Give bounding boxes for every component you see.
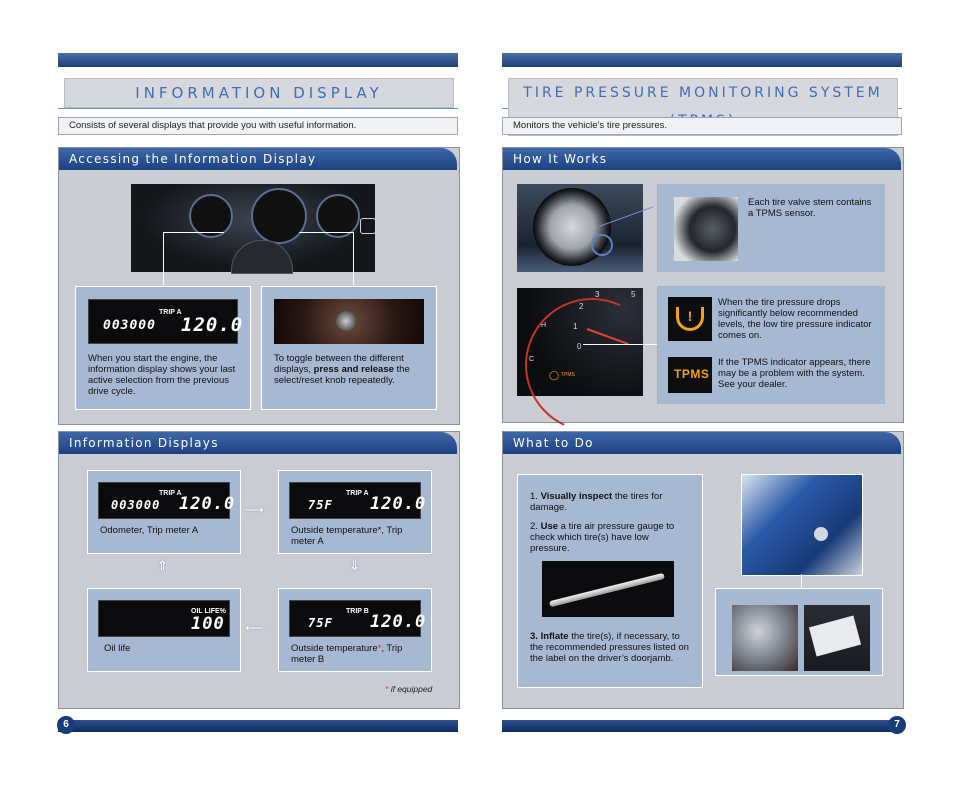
- engine-start-text: When you start the engine, the information display shows your last active selection from the previous drive cycle.: [88, 353, 236, 397]
- label-photos-card: [715, 588, 883, 676]
- valve-text: Each tire valve stem contains a TPMS sensor.: [748, 197, 872, 219]
- display-caption: Odometer, Trip meter A: [100, 525, 199, 536]
- display-lcd-odometer: [98, 482, 236, 519]
- toggle-text: [274, 353, 430, 386]
- arrow-right-icon: ⟶: [245, 502, 264, 517]
- toggle-card: [261, 286, 437, 410]
- valve-highlight: [591, 234, 613, 256]
- display-right-value: 120.0: [179, 494, 236, 514]
- engine-start-card: [75, 286, 251, 410]
- gauge-mark: H: [541, 322, 547, 329]
- step-num: 1.: [530, 491, 538, 502]
- steering-wheel-hub: [231, 240, 293, 274]
- step-bold: Use: [540, 521, 559, 532]
- step-num: 3.: [530, 631, 538, 642]
- connector-line-left: [163, 232, 224, 286]
- step-bold: Inflate: [540, 631, 569, 642]
- step-1: [530, 491, 690, 513]
- step-2: [530, 521, 690, 554]
- display-right-value: 120.0: [370, 612, 427, 632]
- display-right-value: 120.0: [370, 494, 427, 514]
- step-num: 2.: [530, 521, 538, 532]
- arrow-left-icon: ⟵: [245, 620, 264, 635]
- gauge-arc: [506, 279, 678, 451]
- tire-label-sticker: [809, 616, 861, 657]
- tpms-text: If the TPMS indicator appears, there may be a problem with the system. See your dealer.: [718, 357, 871, 390]
- valve-photo: [674, 197, 738, 261]
- display-card-oil-life: [87, 588, 241, 672]
- gauge-mark: 0: [577, 342, 582, 351]
- connector-line-right: [299, 232, 354, 286]
- step-rest: the tires for damage.: [530, 491, 663, 513]
- indicator-card: [657, 286, 885, 404]
- low-pressure-icon-box: [668, 297, 712, 341]
- left-top-bar: [58, 53, 458, 67]
- arrow-down-icon: ⇓: [349, 558, 360, 573]
- how-heading: How It Works: [503, 148, 901, 170]
- display-tag: OIL LIFE%: [191, 608, 226, 615]
- accessing-heading: Accessing the Information Display: [59, 148, 457, 170]
- left-page-title: INFORMATION DISPLAY: [64, 78, 454, 108]
- display-left-value: 75F: [308, 498, 333, 512]
- right-page-number: 7: [888, 716, 906, 734]
- left-subtitle: Consists of several displays that provide you with useful information.: [58, 117, 458, 135]
- low-pressure-text: When the tire pressure drops significantly below recommended levels, the low tire pressure indicator comes on.: [718, 297, 872, 341]
- display-caption: Oil life: [104, 643, 131, 654]
- trip-a-tag: TRIP A: [159, 309, 182, 316]
- display-lcd-temp-trip-a: [289, 482, 427, 519]
- display-caption: Outside temperature*, Trip meter A: [291, 525, 403, 547]
- displays-heading: Information Displays: [59, 432, 457, 454]
- gauge-mark: 5: [631, 290, 636, 299]
- arrow-up-icon: ⇑: [157, 558, 168, 573]
- display-left-value: 003000: [111, 498, 161, 512]
- gauge-photo: [517, 288, 643, 396]
- knob-icon: [336, 311, 356, 331]
- step-3: [530, 631, 694, 664]
- pressure-gauge-tool: [549, 573, 665, 607]
- low-pressure-icon: !: [676, 307, 704, 331]
- footnote: [385, 684, 432, 694]
- gauge-connector-line: [583, 344, 663, 345]
- display-tag: TRIP A: [159, 490, 182, 497]
- pressure-gauge-photo: [542, 561, 674, 617]
- how-it-works-panel: [502, 147, 904, 423]
- caption-pre: Outside temperature: [291, 643, 378, 654]
- wheel-photo: [517, 184, 643, 272]
- right-footer-bar: [502, 720, 902, 732]
- tire-inflate-photo: [732, 605, 798, 671]
- display-lcd-oil-life: [98, 600, 230, 637]
- tpms-badge: TPMS: [674, 367, 710, 381]
- gauge-tpms-icon: ◯: [549, 370, 560, 380]
- toggle-text-pre: To toggle between the different displays,: [274, 353, 404, 375]
- odometer-value: 003000: [103, 318, 156, 333]
- left-footer-bar: [58, 720, 458, 732]
- odometer-display: [88, 299, 244, 344]
- display-caption: [291, 643, 421, 665]
- display-card-odometer: [87, 470, 241, 554]
- what-to-do-panel: [502, 431, 904, 709]
- toggle-text-bold: press and release: [313, 364, 394, 375]
- display-lcd-temp-trip-b: [289, 600, 427, 637]
- tpms-badge-box: [668, 357, 712, 393]
- accessing-panel: [58, 147, 460, 425]
- gauge-tpms-label: TPMS: [561, 372, 575, 378]
- step-rest: the tire(s), if necessary, to the recommended pressures listed on the label on the driver’s doorjamb.: [530, 631, 689, 664]
- displays-panel: [58, 431, 460, 709]
- valve-card: [657, 184, 885, 272]
- gauge-mark: 1: [573, 322, 578, 331]
- right-top-bar: [502, 53, 902, 67]
- door-label-highlight: [814, 527, 828, 541]
- toggle-text-post: the select/reset knob repeatedly.: [274, 364, 410, 386]
- footnote-text: if equipped: [390, 684, 433, 694]
- display-left-value: 75F: [308, 616, 333, 630]
- select-reset-knob-highlight: [360, 218, 376, 234]
- todo-heading: What to Do: [503, 432, 901, 454]
- tire-label-photo: [804, 605, 870, 671]
- gauge-mark: C: [529, 356, 535, 363]
- display-tag: TRIP B: [346, 608, 369, 615]
- steps-card: [517, 474, 703, 688]
- footnote-star: *: [385, 684, 389, 694]
- right-page-title: TIRE PRESSURE MONITORING SYSTEM: [508, 78, 898, 136]
- gauge-mark: 3: [595, 290, 600, 299]
- gauge-mark: 2: [579, 302, 584, 311]
- display-card-temp-trip-b: [278, 588, 432, 672]
- caption-post: , Trip meter B: [291, 643, 403, 665]
- caption-star: *: [377, 643, 382, 654]
- right-subtitle: Monitors the vehicle’s tire pressures.: [502, 117, 902, 135]
- trip-value: 120.0: [181, 314, 244, 336]
- display-card-temp-trip-a: [278, 470, 432, 554]
- step-bold: Visually inspect: [540, 491, 613, 502]
- car-door-photo: [741, 474, 863, 576]
- display-tag: TRIP A: [346, 490, 369, 497]
- display-right-value: 100: [191, 614, 225, 634]
- left-page-number: 6: [57, 716, 75, 734]
- knob-photo: [274, 299, 424, 344]
- step-rest: a tire air pressure gauge to check which tire(s) have low pressure.: [530, 521, 675, 554]
